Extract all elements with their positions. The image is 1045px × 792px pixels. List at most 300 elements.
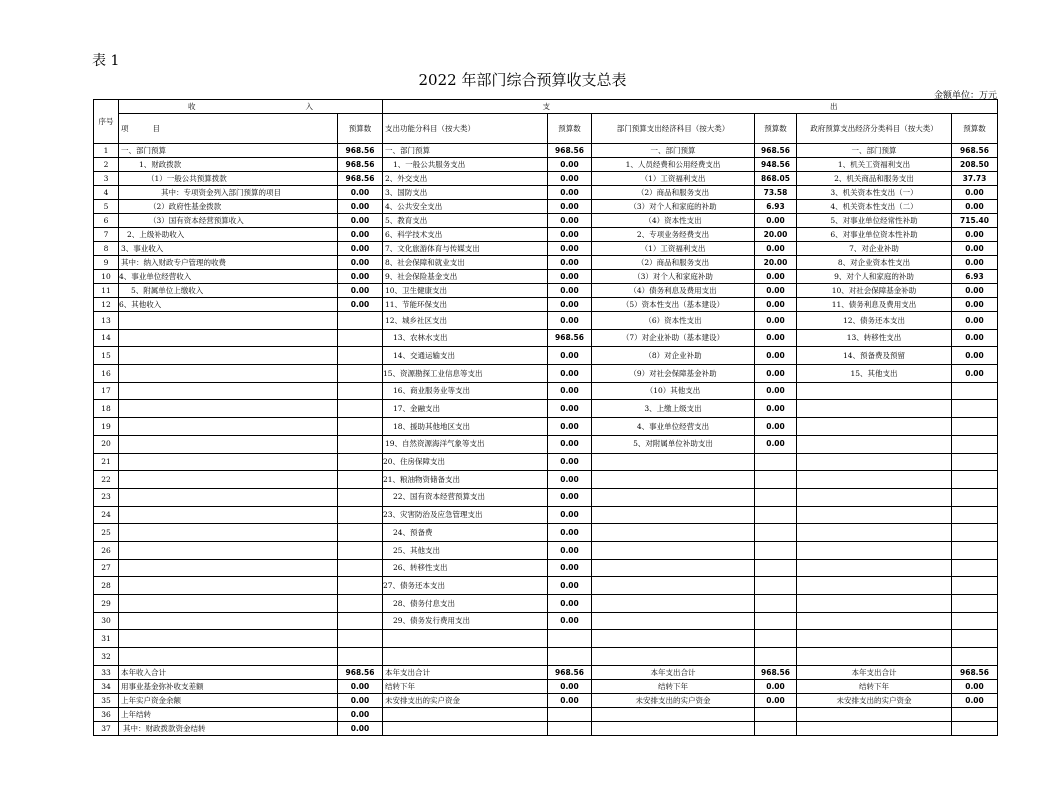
row-seq: 19 <box>94 418 119 436</box>
header-gov-amount: 预算数 <box>952 114 998 144</box>
dept-item: 一、部门预算 <box>592 144 755 158</box>
dept-amount: 0.00 <box>755 382 797 400</box>
table-row <box>94 329 998 347</box>
gov-amount: 715.40 <box>952 214 998 228</box>
income-item: 上年实户资金余额 <box>119 693 338 707</box>
gov-amount: 6.93 <box>952 270 998 284</box>
table-row <box>94 630 998 648</box>
functional-item: 26、转移性支出 <box>383 559 548 577</box>
functional-item: 15、资源勘探工业信息等支出 <box>383 365 548 383</box>
header-expense-group <box>383 100 998 114</box>
dept-amount <box>755 721 797 735</box>
functional-amount: 0.00 <box>548 488 592 506</box>
dept-amount <box>755 541 797 559</box>
income-item <box>119 506 338 524</box>
functional-item: 18、援助其他地区支出 <box>383 418 548 436</box>
dept-amount: 0.00 <box>755 400 797 418</box>
gov-item <box>797 418 952 436</box>
gov-amount <box>952 524 998 542</box>
dept-amount: 0.00 <box>755 242 797 256</box>
income-item <box>119 382 338 400</box>
income-amount <box>338 453 383 471</box>
functional-amount <box>548 707 592 721</box>
gov-item: 15、其他支出 <box>797 365 952 383</box>
row-seq: 2 <box>94 158 119 172</box>
row-seq: 26 <box>94 541 119 559</box>
functional-amount: 0.00 <box>548 524 592 542</box>
dept-amount: 73.58 <box>755 186 797 200</box>
income-item <box>119 435 338 453</box>
table-row <box>94 665 998 679</box>
gov-item: 未安排支出的实户资金 <box>797 693 952 707</box>
functional-item: 9、社会保险基金支出 <box>383 270 548 284</box>
row-seq: 7 <box>94 228 119 242</box>
dept-amount: 0.00 <box>755 214 797 228</box>
functional-item <box>383 630 548 648</box>
row-seq: 36 <box>94 707 119 721</box>
gov-item: 本年支出合计 <box>797 665 952 679</box>
row-seq: 13 <box>94 312 119 330</box>
income-item <box>119 612 338 630</box>
functional-item: 23、灾害防治及应急管理支出 <box>383 506 548 524</box>
functional-item: 一、部门预算 <box>383 144 548 158</box>
table-row <box>94 214 998 228</box>
table-row <box>94 595 998 613</box>
gov-item <box>797 648 952 666</box>
dept-item <box>592 721 755 735</box>
table-row <box>94 172 998 186</box>
table-row <box>94 559 998 577</box>
income-amount <box>338 400 383 418</box>
functional-item: 8、社会保障和就业支出 <box>383 256 548 270</box>
income-amount: 968.56 <box>338 665 383 679</box>
gov-item <box>797 721 952 735</box>
income-item <box>119 648 338 666</box>
functional-amount: 0.00 <box>548 577 592 595</box>
header-row-groups <box>94 100 998 114</box>
gov-item: 7、对企业补助 <box>797 242 952 256</box>
income-amount <box>338 471 383 489</box>
table-row <box>94 693 998 707</box>
dept-item <box>592 471 755 489</box>
dept-amount <box>755 648 797 666</box>
header-dept-amount: 预算数 <box>755 114 797 144</box>
functional-amount: 968.56 <box>548 144 592 158</box>
dept-amount: 0.00 <box>755 284 797 298</box>
functional-item: 25、其他支出 <box>383 541 548 559</box>
dept-item: （1）工资福利支出 <box>592 242 755 256</box>
income-item <box>119 524 338 542</box>
gov-amount: 0.00 <box>952 200 998 214</box>
header-item <box>119 114 338 144</box>
dept-item: 5、对附属单位补助支出 <box>592 435 755 453</box>
dept-amount: 0.00 <box>755 693 797 707</box>
row-seq: 8 <box>94 242 119 256</box>
income-item: 其中：专项资金列入部门预算的项目 <box>119 186 338 200</box>
dept-item: （3）对个人和家庭补助 <box>592 270 755 284</box>
dept-item <box>592 541 755 559</box>
gov-amount <box>952 577 998 595</box>
dept-amount <box>755 595 797 613</box>
functional-amount: 0.00 <box>548 347 592 365</box>
dept-amount: 6.93 <box>755 200 797 214</box>
income-amount <box>338 418 383 436</box>
dept-amount <box>755 524 797 542</box>
gov-amount <box>952 453 998 471</box>
gov-item <box>797 471 952 489</box>
gov-amount: 0.00 <box>952 693 998 707</box>
income-amount <box>338 365 383 383</box>
functional-amount: 0.00 <box>548 158 592 172</box>
gov-amount: 0.00 <box>952 284 998 298</box>
gov-item: 9、对个人和家庭的补助 <box>797 270 952 284</box>
functional-amount: 0.00 <box>548 214 592 228</box>
dept-item: 3、上缴上级支出 <box>592 400 755 418</box>
income-amount <box>338 630 383 648</box>
gov-amount: 0.00 <box>952 228 998 242</box>
dept-amount <box>755 488 797 506</box>
income-item: 其中：财政拨款资金结转 <box>119 721 338 735</box>
income-amount <box>338 577 383 595</box>
income-item: 5、附属单位上缴收入 <box>119 284 338 298</box>
table-row <box>94 347 998 365</box>
gov-item <box>797 435 952 453</box>
functional-amount: 0.00 <box>548 559 592 577</box>
income-amount: 0.00 <box>338 242 383 256</box>
functional-amount: 0.00 <box>548 298 592 312</box>
dept-amount: 968.56 <box>755 144 797 158</box>
gov-item: 结转下年 <box>797 679 952 693</box>
income-amount: 0.00 <box>338 721 383 735</box>
page-title: 2022 年部门综合预算收支总表 <box>418 71 627 89</box>
gov-item: 4、机关资本性支出（二） <box>797 200 952 214</box>
gov-amount: 968.56 <box>952 665 998 679</box>
gov-item: 8、对企业资本性支出 <box>797 256 952 270</box>
gov-amount <box>952 506 998 524</box>
functional-item: 3、国防支出 <box>383 186 548 200</box>
dept-item <box>592 577 755 595</box>
header-item-a: 项 <box>121 123 129 133</box>
gov-amount: 0.00 <box>952 329 998 347</box>
dept-item: （9）对社会保障基金补助 <box>592 365 755 383</box>
dept-item: 2、专项业务经费支出 <box>592 228 755 242</box>
functional-amount <box>548 630 592 648</box>
dept-item: （1）工资福利支出 <box>592 172 755 186</box>
table-row <box>94 541 998 559</box>
functional-item: 29、债务发行费用支出 <box>383 612 548 630</box>
income-amount <box>338 524 383 542</box>
gov-item: 6、对事业单位资本性补助 <box>797 228 952 242</box>
functional-item: 7、文化旅游体育与传媒支出 <box>383 242 548 256</box>
income-item <box>119 577 338 595</box>
gov-amount: 208.50 <box>952 158 998 172</box>
gov-item: 3、机关资本性支出（一） <box>797 186 952 200</box>
income-item <box>119 329 338 347</box>
dept-item: （2）商品和服务支出 <box>592 186 755 200</box>
table-row <box>94 471 998 489</box>
income-item <box>119 453 338 471</box>
gov-item <box>797 453 952 471</box>
functional-amount: 0.00 <box>548 382 592 400</box>
row-seq: 6 <box>94 214 119 228</box>
functional-amount: 968.56 <box>548 329 592 347</box>
functional-amount: 0.00 <box>548 200 592 214</box>
gov-amount: 0.00 <box>952 365 998 383</box>
functional-amount: 0.00 <box>548 400 592 418</box>
functional-amount: 0.00 <box>548 312 592 330</box>
gov-item <box>797 400 952 418</box>
row-seq: 17 <box>94 382 119 400</box>
row-seq: 4 <box>94 186 119 200</box>
header-dept-economic: 部门预算支出经济科目（按大类） <box>592 114 755 144</box>
income-item: 1、财政拨款 <box>119 158 338 172</box>
dept-amount: 20.00 <box>755 256 797 270</box>
functional-amount: 0.00 <box>548 418 592 436</box>
income-amount <box>338 435 383 453</box>
row-seq: 28 <box>94 577 119 595</box>
dept-amount: 868.05 <box>755 172 797 186</box>
dept-item: （4）债务利息及费用支出 <box>592 284 755 298</box>
row-seq: 35 <box>94 693 119 707</box>
dept-item: 本年支出合计 <box>592 665 755 679</box>
table-row <box>94 721 998 735</box>
header-income-b: 入 <box>305 101 313 111</box>
row-seq: 12 <box>94 298 119 312</box>
functional-item: 14、交通运输支出 <box>383 347 548 365</box>
table-row <box>94 144 998 158</box>
gov-item <box>797 707 952 721</box>
header-income-amount: 预算数 <box>338 114 383 144</box>
functional-amount: 0.00 <box>548 256 592 270</box>
dept-amount: 948.56 <box>755 158 797 172</box>
table-row <box>94 612 998 630</box>
functional-item: 10、卫生健康支出 <box>383 284 548 298</box>
row-seq: 27 <box>94 559 119 577</box>
gov-item: 12、债务还本支出 <box>797 312 952 330</box>
income-amount: 0.00 <box>338 186 383 200</box>
functional-amount: 0.00 <box>548 172 592 186</box>
dept-amount: 0.00 <box>755 298 797 312</box>
functional-item: 1、一般公共服务支出 <box>383 158 548 172</box>
gov-amount <box>952 541 998 559</box>
dept-item <box>592 453 755 471</box>
table-row <box>94 488 998 506</box>
gov-amount: 0.00 <box>952 347 998 365</box>
header-expense-a: 支 <box>542 101 550 111</box>
income-amount <box>338 312 383 330</box>
dept-amount: 0.00 <box>755 347 797 365</box>
row-seq: 18 <box>94 400 119 418</box>
income-amount: 968.56 <box>338 172 383 186</box>
row-seq: 20 <box>94 435 119 453</box>
dept-item: （10）其他支出 <box>592 382 755 400</box>
functional-item: 20、住房保障支出 <box>383 453 548 471</box>
income-item: （2）政府性基金拨款 <box>119 200 338 214</box>
row-seq: 29 <box>94 595 119 613</box>
dept-amount: 0.00 <box>755 435 797 453</box>
gov-amount <box>952 721 998 735</box>
row-seq: 14 <box>94 329 119 347</box>
dept-amount <box>755 471 797 489</box>
functional-amount: 0.00 <box>548 679 592 693</box>
functional-amount: 0.00 <box>548 365 592 383</box>
gov-item: 14、预备费及预留 <box>797 347 952 365</box>
income-amount <box>338 559 383 577</box>
income-item <box>119 488 338 506</box>
income-amount <box>338 329 383 347</box>
dept-amount: 968.56 <box>755 665 797 679</box>
income-item: （1）一般公共预算拨款 <box>119 172 338 186</box>
functional-item: 12、城乡社区支出 <box>383 312 548 330</box>
table-row <box>94 418 998 436</box>
header-gov-economic: 政府预算支出经济分类科目（按大类） <box>797 114 952 144</box>
dept-item: （5）资本性支出（基本建设） <box>592 298 755 312</box>
income-item: 用事业基金弥补收支差额 <box>119 679 338 693</box>
row-seq: 32 <box>94 648 119 666</box>
functional-item: 结转下年 <box>383 679 548 693</box>
gov-amount <box>952 612 998 630</box>
functional-item <box>383 707 548 721</box>
functional-item: 21、粮油物资储备支出 <box>383 471 548 489</box>
row-seq: 9 <box>94 256 119 270</box>
income-amount <box>338 382 383 400</box>
table-row <box>94 186 998 200</box>
gov-amount <box>952 488 998 506</box>
header-functional-amount: 预算数 <box>548 114 592 144</box>
header-income-a: 收 <box>188 101 196 111</box>
functional-amount: 0.00 <box>548 284 592 298</box>
gov-amount <box>952 559 998 577</box>
income-item <box>119 559 338 577</box>
dept-item <box>592 559 755 577</box>
row-seq: 33 <box>94 665 119 679</box>
income-item: 3、事业收入 <box>119 242 338 256</box>
gov-amount <box>952 648 998 666</box>
gov-item <box>797 382 952 400</box>
income-item <box>119 347 338 365</box>
dept-item: 结转下年 <box>592 679 755 693</box>
gov-item: 13、转移性支出 <box>797 329 952 347</box>
functional-item <box>383 721 548 735</box>
gov-amount <box>952 630 998 648</box>
income-amount: 0.00 <box>338 200 383 214</box>
table-row <box>94 284 998 298</box>
header-functional: 支出功能分科目（按大类） <box>383 114 548 144</box>
dept-item: 4、事业单位经营支出 <box>592 418 755 436</box>
gov-amount: 968.56 <box>952 144 998 158</box>
table-row <box>94 400 998 418</box>
table-row <box>94 435 998 453</box>
row-seq: 21 <box>94 453 119 471</box>
gov-item <box>797 577 952 595</box>
functional-amount: 0.00 <box>548 506 592 524</box>
header-item-b: 目 <box>152 123 160 133</box>
dept-amount <box>755 559 797 577</box>
income-amount: 0.00 <box>338 270 383 284</box>
functional-item: 6、科学技术支出 <box>383 228 548 242</box>
dept-amount: 20.00 <box>755 228 797 242</box>
functional-item: 24、预备费 <box>383 524 548 542</box>
income-item: （3）国有资本经营预算收入 <box>119 214 338 228</box>
table-row <box>94 577 998 595</box>
row-seq: 3 <box>94 172 119 186</box>
gov-item <box>797 630 952 648</box>
functional-item: 28、债务付息支出 <box>383 595 548 613</box>
dept-amount: 0.00 <box>755 365 797 383</box>
table-row <box>94 312 998 330</box>
functional-item <box>383 648 548 666</box>
dept-item: （8）对企业补助 <box>592 347 755 365</box>
income-amount <box>338 506 383 524</box>
header-seq: 序号 <box>94 100 119 144</box>
gov-item <box>797 488 952 506</box>
functional-item: 22、国有资本经营预算支出 <box>383 488 548 506</box>
functional-amount: 0.00 <box>548 186 592 200</box>
income-item: 本年收入合计 <box>119 665 338 679</box>
income-item: 一、部门预算 <box>119 144 338 158</box>
dept-amount: 0.00 <box>755 312 797 330</box>
table-row <box>94 228 998 242</box>
dept-amount: 0.00 <box>755 418 797 436</box>
dept-item: （2）商品和服务支出 <box>592 256 755 270</box>
gov-amount: 0.00 <box>952 256 998 270</box>
table-row <box>94 506 998 524</box>
income-item <box>119 541 338 559</box>
functional-amount: 0.00 <box>548 595 592 613</box>
functional-amount: 0.00 <box>548 612 592 630</box>
gov-item: 1、机关工资福利支出 <box>797 158 952 172</box>
dept-item: （3）对个人和家庭的补助 <box>592 200 755 214</box>
budget-table <box>93 99 998 736</box>
dept-amount <box>755 577 797 595</box>
functional-item: 5、教育支出 <box>383 214 548 228</box>
functional-item: 17、金融支出 <box>383 400 548 418</box>
functional-amount: 0.00 <box>548 541 592 559</box>
income-item <box>119 400 338 418</box>
gov-item <box>797 524 952 542</box>
table-body <box>94 100 998 736</box>
table-row <box>94 679 998 693</box>
gov-item: 5、对事业单位经常性补助 <box>797 214 952 228</box>
income-amount: 0.00 <box>338 214 383 228</box>
functional-item: 27、债务还本支出 <box>383 577 548 595</box>
dept-amount <box>755 707 797 721</box>
dept-item <box>592 630 755 648</box>
table-row <box>94 242 998 256</box>
gov-amount <box>952 595 998 613</box>
income-item <box>119 630 338 648</box>
income-amount: 0.00 <box>338 707 383 721</box>
dept-amount <box>755 612 797 630</box>
gov-amount <box>952 400 998 418</box>
dept-amount: 0.00 <box>755 270 797 284</box>
functional-amount: 0.00 <box>548 435 592 453</box>
dept-item <box>592 595 755 613</box>
row-seq: 16 <box>94 365 119 383</box>
functional-item: 未安排支出的实户资金 <box>383 693 548 707</box>
functional-amount: 0.00 <box>548 453 592 471</box>
income-amount: 968.56 <box>338 158 383 172</box>
unit-label: 金额单位：万元 <box>933 91 997 101</box>
income-amount: 0.00 <box>338 284 383 298</box>
functional-item: 13、农林水支出 <box>383 329 548 347</box>
functional-amount: 0.00 <box>548 693 592 707</box>
functional-item: 16、商业服务业等支出 <box>383 382 548 400</box>
income-amount <box>338 347 383 365</box>
dept-item <box>592 612 755 630</box>
functional-item: 4、公共安全支出 <box>383 200 548 214</box>
income-amount <box>338 488 383 506</box>
